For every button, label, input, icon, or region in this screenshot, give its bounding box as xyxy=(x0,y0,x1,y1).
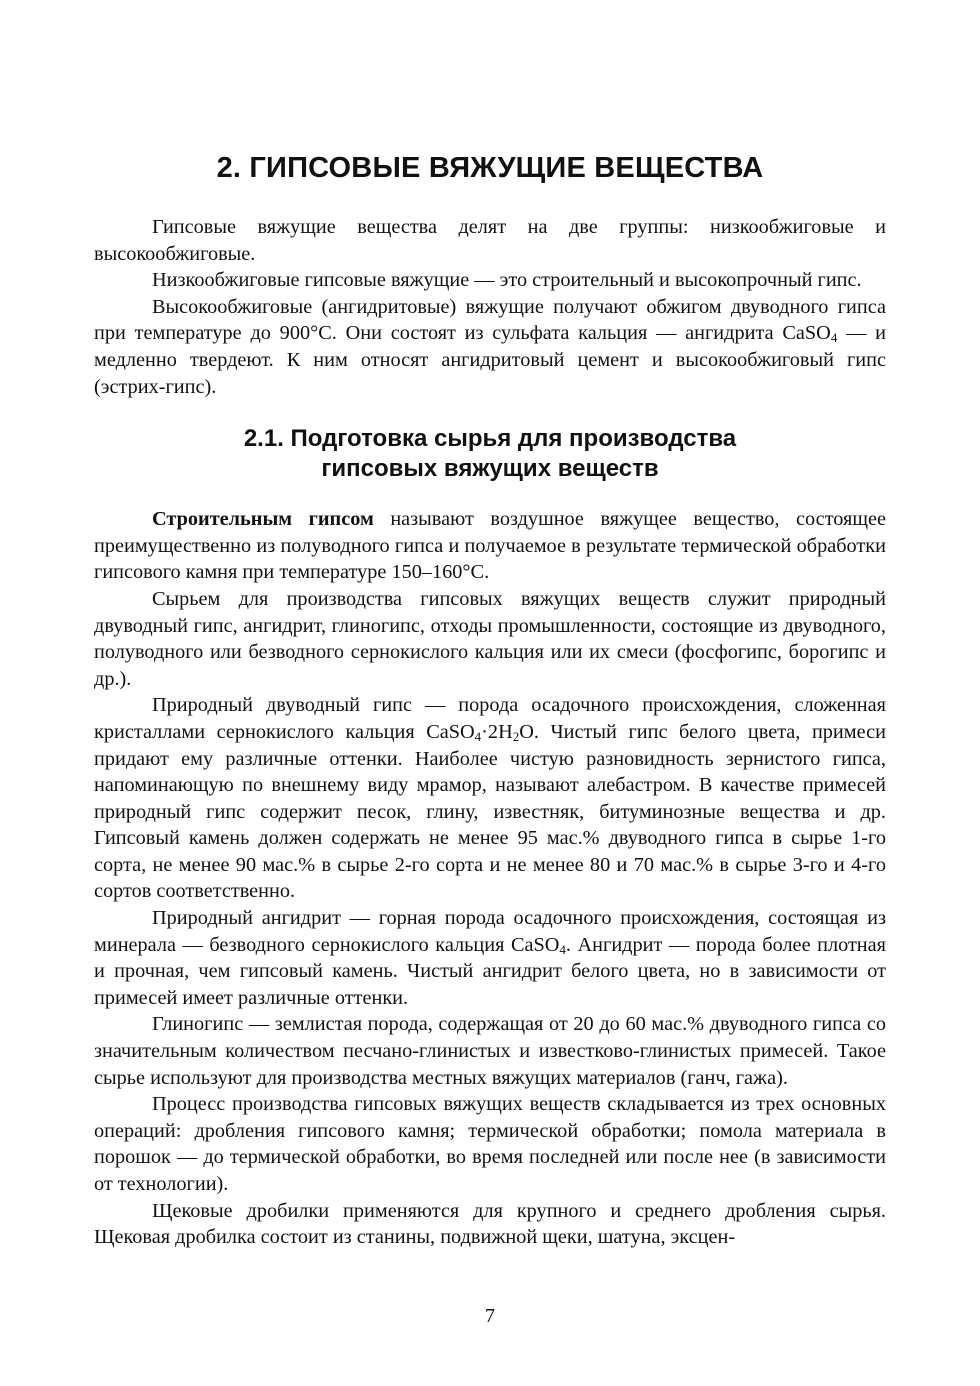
subscript: 4 xyxy=(474,728,482,744)
paragraph: Щековые дробилки применяются для крупного и среднего дробления сырья. Щековая дробилка состоит из станины, подвижной щеки, шатуна, эксцен- xyxy=(94,1199,886,1249)
subscript: 2 xyxy=(512,728,520,744)
section-title-line: гипсовых вяжущих веществ xyxy=(321,455,659,483)
paragraph: Низкообжиговые гипсовые вяжущие — это строительный и высокопрочный гипс. xyxy=(152,269,862,292)
text-run: ·2H xyxy=(481,720,513,743)
page-number: 7 xyxy=(485,1305,495,1327)
paragraph xyxy=(94,692,886,905)
paragraph xyxy=(94,506,886,586)
text-run: O. Чистый гипс белого цвета, примеси придают ему различные оттенки. Наиболее чистую разновидность зернистого гипса, напоминающую по внешнему виду мрамор, называют алебастром. В качестве примесей природный гипс содержит песок, глину, известняк, битуминозные вещества и др. Гипсовый камень должен содержать не менее 95 мас.% двуводного гипса в сырье 1-го сорта, не менее 90 мас.% в сырье 2-го сорта и не менее 80 и 70 мас.% в сырье 3-го и 4-го сортов соответственно. xyxy=(94,720,886,903)
paragraph: Гипсовые вяжущие вещества делят на две группы: низкообжиговые и высокообжиговые. xyxy=(94,216,886,265)
chapter-title: 2. ГИПСОВЫЕ ВЯЖУЩИЕ ВЕЩЕСТВА xyxy=(216,152,764,184)
text-run: называют воздушное вяжущее вещество, состоящее преимущественно из полуводного гипса и получаемое в результате термической обработки гипсового камня при температуре 150–160°С. xyxy=(94,508,886,584)
text-run: Природный ангидрит — горная порода осадочного происхождения, состоящая из минерала — безводного сернокислого кальция CaSO xyxy=(94,907,886,956)
page-content xyxy=(94,148,886,1251)
subscript: 4 xyxy=(559,941,566,957)
bold-term: Строительным гипсом xyxy=(152,508,374,531)
paragraph: Процесс производства гипсовых вяжущих веществ складывается из трех основных операций: дробления гипсового камня; термической обработки; помола материала в порошок — до термической обработки, во время последней или после нее (в зависимости от технологии). xyxy=(94,1093,886,1195)
section-title xyxy=(94,424,886,484)
paragraph xyxy=(94,294,886,400)
section-title-line: 2.1. Подготовка сырья для производства xyxy=(243,425,737,453)
text-run: . Ангидрит — порода более плотная и прочная, чем гипсовый камень. Чистый ангидрит белого цвета, но в зависимости от примесей имеет различные оттенки. xyxy=(94,933,886,1009)
paragraph xyxy=(94,905,886,1011)
text-run: Высокообжиговые (ангидритовые) вяжущие получают обжигом двуводного гипса при температуре до 900°С. Они состоят из сульфата кальция — ангидрита CaSO xyxy=(94,295,886,345)
paragraph: Сырьем для производства гипсовых вяжущих веществ служит природный двуводный гипс, ангидрит, глиногипс, отходы промышленности, состоящие из двуводного, полуводного или безводного сернокислого кальция или их смеси (фосфогипс, борогипс и др.). xyxy=(94,587,886,690)
subscript: 4 xyxy=(830,330,838,346)
text-run: Природный двуводный гипс — порода осадочного происхождения, сложенная кристаллами сернокислого кальция CaSO xyxy=(94,694,886,743)
text-run: — и медленно твердеют. К ним относят ангидритовый цемент и высокообжиговый гипс (эстрих-гипс). xyxy=(94,322,886,398)
paragraph: Глиногипс — землистая порода, содержащая от 20 до 60 мас.% двуводного гипса со значительным количеством песчано-глинистых и известково-глинистых примесей. Такое сырье используют для производства местных вяжущих материалов (ганч, гажа). xyxy=(94,1013,886,1089)
